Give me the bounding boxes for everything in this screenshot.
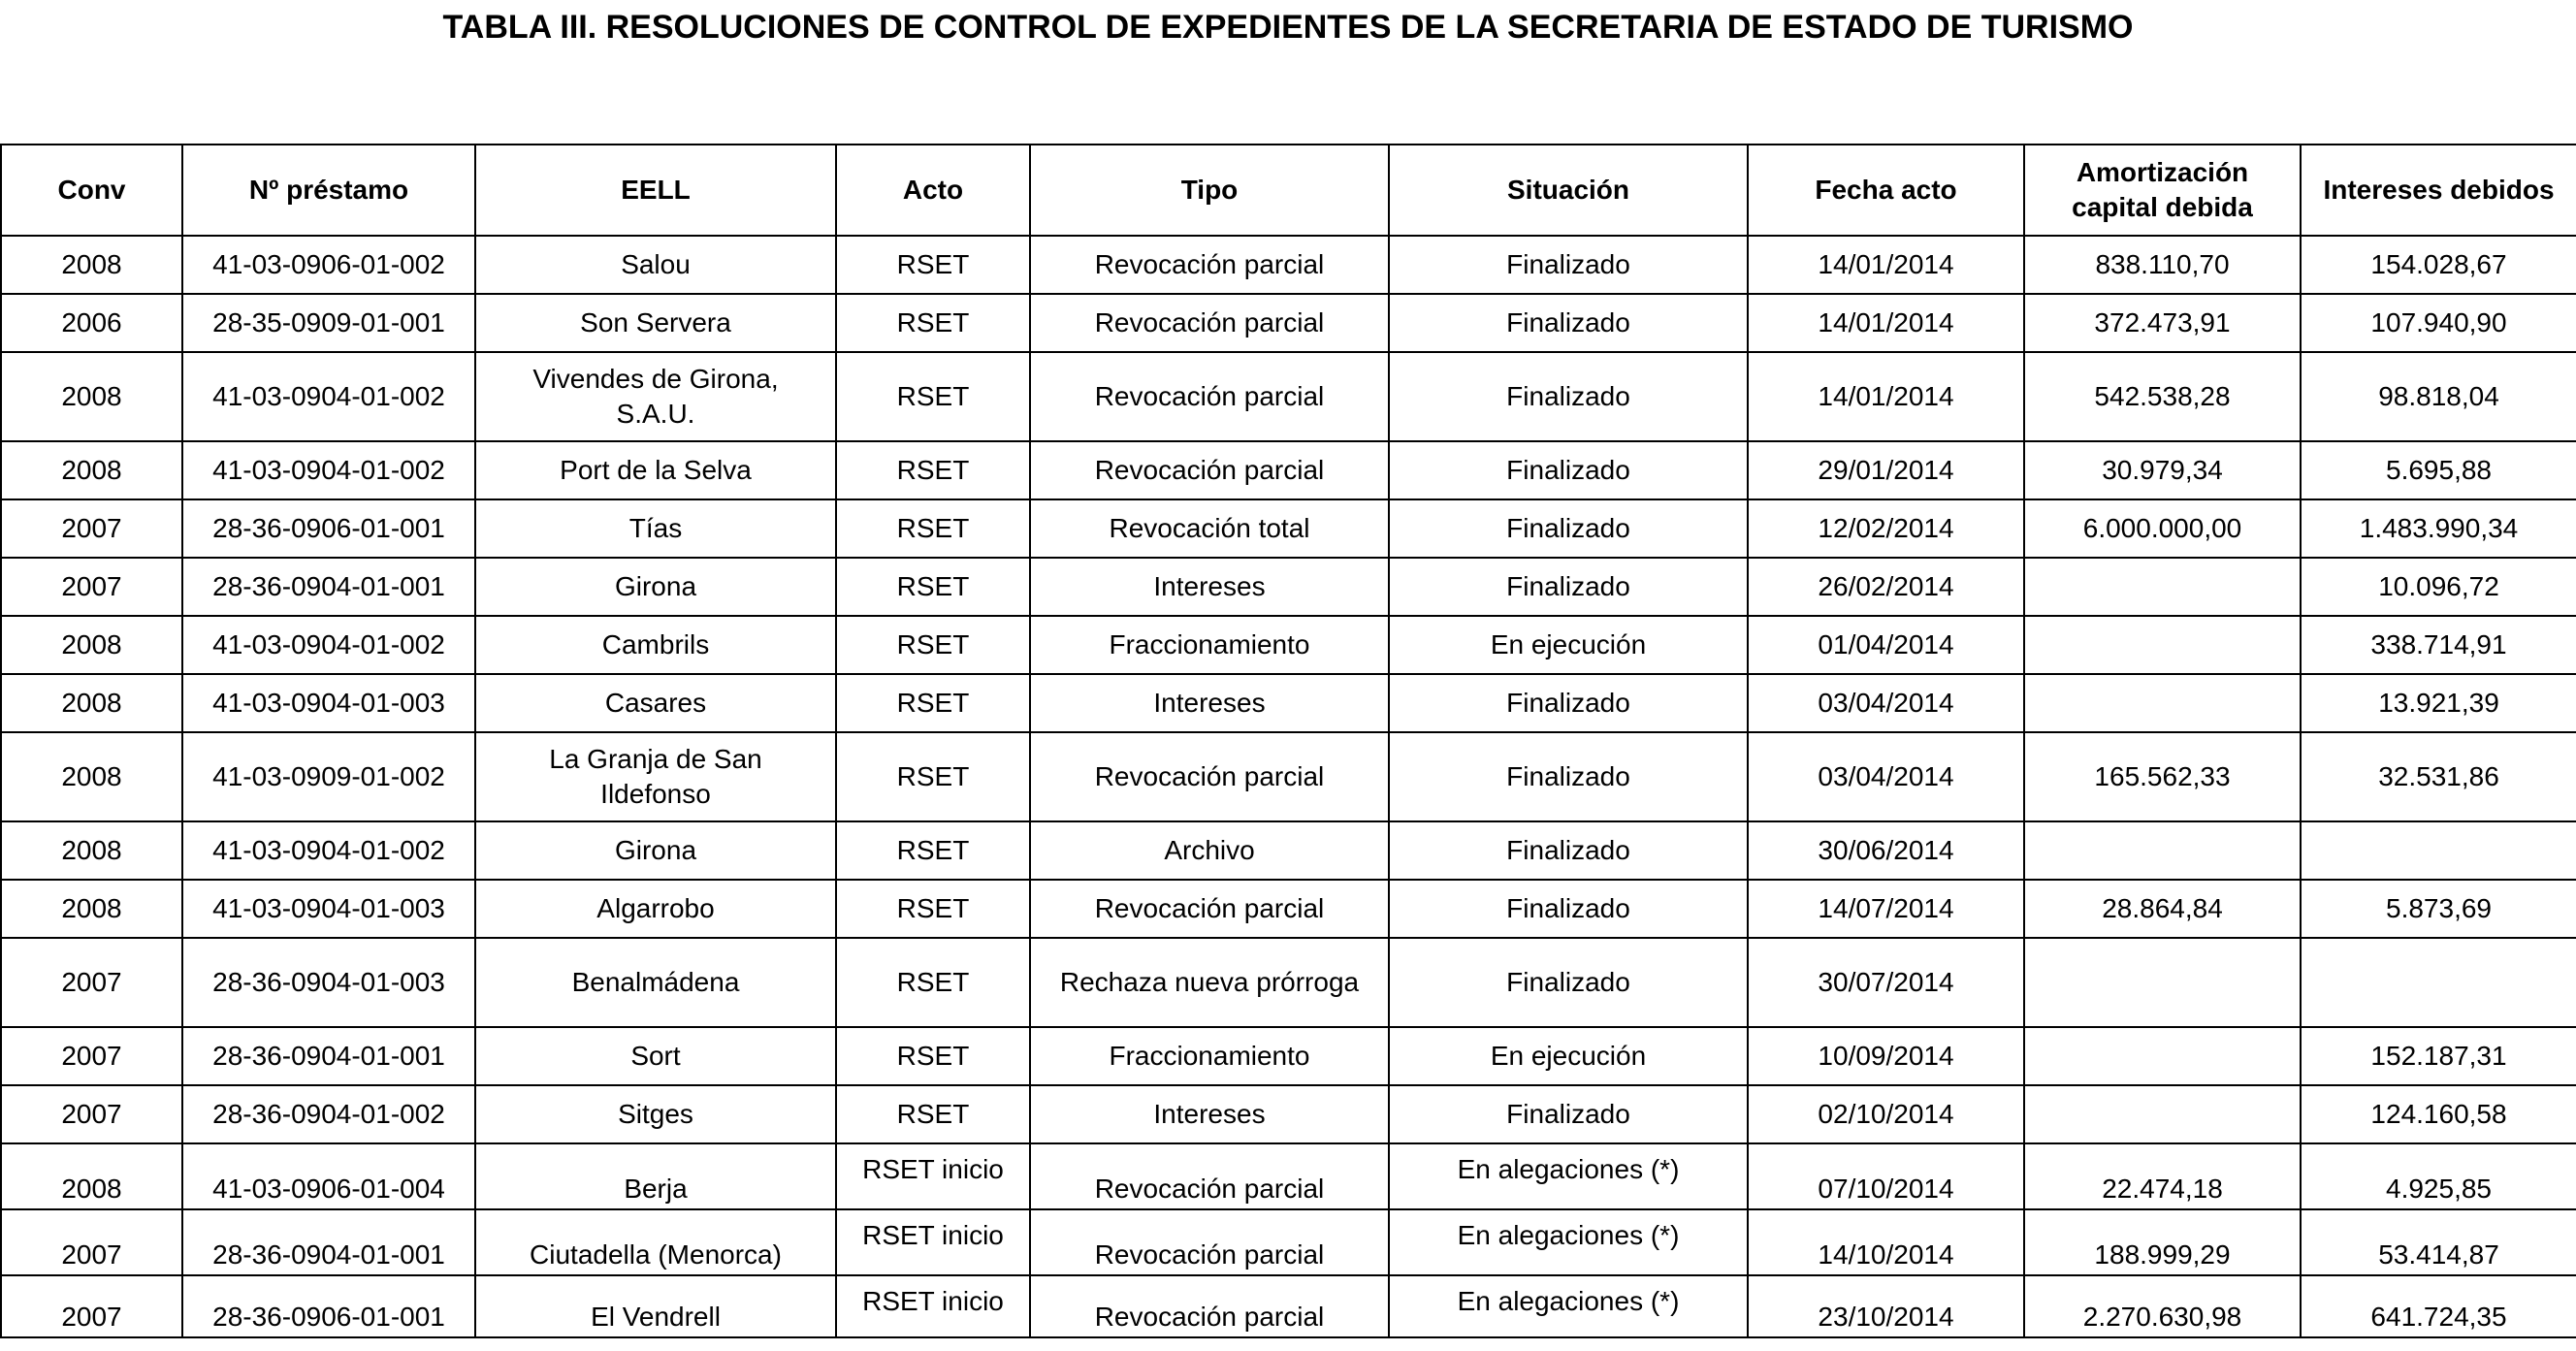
cell-acto: RSET [836, 294, 1030, 352]
table-row [1, 236, 2576, 294]
header-fecha: Fecha acto [1748, 145, 2024, 236]
cell-conv: 2008 [1, 880, 182, 938]
cell-intereses: 107.940,90 [2301, 294, 2576, 352]
cell-acto: RSET [836, 1085, 1030, 1143]
cell-conv: 2008 [1, 236, 182, 294]
cell-conv: 2008 [1, 732, 182, 821]
table-row [1, 1143, 2576, 1209]
cell-intereses: 53.414,87 [2301, 1209, 2576, 1275]
cell-prestamo: 28-36-0904-01-001 [182, 558, 475, 616]
cell-fecha: 14/07/2014 [1748, 880, 2024, 938]
cell-tipo: Revocación parcial [1030, 236, 1389, 294]
cell-intereses: 32.531,86 [2301, 732, 2576, 821]
cell-acto: RSET [836, 938, 1030, 1027]
cell-fecha: 07/10/2014 [1748, 1143, 2024, 1209]
cell-eell: Berja [475, 1143, 836, 1209]
cell-amortizacion [2024, 1027, 2301, 1085]
cell-amortizacion [2024, 821, 2301, 880]
table-row [1, 616, 2576, 674]
cell-intereses: 10.096,72 [2301, 558, 2576, 616]
cell-tipo: Revocación parcial [1030, 441, 1389, 499]
cell-amortizacion [2024, 558, 2301, 616]
cell-eell: Cambrils [475, 616, 836, 674]
cell-prestamo: 41-03-0904-01-003 [182, 880, 475, 938]
cell-prestamo: 28-36-0904-01-003 [182, 938, 475, 1027]
cell-intereses: 5.873,69 [2301, 880, 2576, 938]
table-row [1, 499, 2576, 558]
cell-eell: Son Servera [475, 294, 836, 352]
cell-amortizacion: 188.999,29 [2024, 1209, 2301, 1275]
table-row [1, 441, 2576, 499]
header-amortizacion-line1: Amortización [2076, 157, 2249, 187]
cell-eell: Ciutadella (Menorca) [475, 1209, 836, 1275]
cell-fecha: 02/10/2014 [1748, 1085, 2024, 1143]
table-row [1, 294, 2576, 352]
cell-prestamo: 28-36-0906-01-001 [182, 1275, 475, 1337]
cell-situacion: Finalizado [1389, 880, 1748, 938]
cell-amortizacion [2024, 674, 2301, 732]
cell-eell: Tías [475, 499, 836, 558]
cell-prestamo: 41-03-0909-01-002 [182, 732, 475, 821]
cell-eell: Girona [475, 821, 836, 880]
cell-fecha: 12/02/2014 [1748, 499, 2024, 558]
cell-intereses: 1.483.990,34 [2301, 499, 2576, 558]
cell-tipo: Revocación parcial [1030, 1143, 1389, 1209]
table-row [1, 880, 2576, 938]
cell-acto: RSET [836, 352, 1030, 441]
cell-acto: RSET [836, 236, 1030, 294]
cell-intereses: 98.818,04 [2301, 352, 2576, 441]
cell-tipo: Revocación parcial [1030, 1209, 1389, 1275]
header-amortizacion [2024, 145, 2301, 236]
cell-prestamo: 41-03-0904-01-003 [182, 674, 475, 732]
cell-conv: 2008 [1, 674, 182, 732]
cell-eell: Salou [475, 236, 836, 294]
cell-intereses: 124.160,58 [2301, 1085, 2576, 1143]
cell-eell: Sort [475, 1027, 836, 1085]
cell-acto: RSET [836, 880, 1030, 938]
header-intereses: Intereses debidos [2301, 145, 2576, 236]
cell-prestamo: 28-36-0904-01-001 [182, 1209, 475, 1275]
cell-eell-line1: Vivendes de Girona, [532, 364, 779, 394]
table-row [1, 352, 2576, 441]
cell-acto: RSET [836, 674, 1030, 732]
cell-situacion: Finalizado [1389, 674, 1748, 732]
table-row [1, 558, 2576, 616]
cell-intereses [2301, 938, 2576, 1027]
cell-fecha: 30/06/2014 [1748, 821, 2024, 880]
cell-tipo: Fraccionamiento [1030, 616, 1389, 674]
cell-situacion: Finalizado [1389, 732, 1748, 821]
cell-tipo: Revocación total [1030, 499, 1389, 558]
cell-amortizacion: 22.474,18 [2024, 1143, 2301, 1209]
cell-fecha: 26/02/2014 [1748, 558, 2024, 616]
cell-amortizacion: 2.270.630,98 [2024, 1275, 2301, 1337]
cell-conv: 2007 [1, 1275, 182, 1337]
cell-situacion: En ejecución [1389, 1027, 1748, 1085]
table-row [1, 732, 2576, 821]
cell-fecha: 10/09/2014 [1748, 1027, 2024, 1085]
page-title: TABLA III. RESOLUCIONES DE CONTROL DE EXPEDIENTES DE LA SECRETARIA DE ESTADO DE TURISMO [442, 9, 2134, 46]
cell-tipo: Intereses [1030, 558, 1389, 616]
cell-acto: RSET [836, 441, 1030, 499]
cell-fecha: 23/10/2014 [1748, 1275, 2024, 1337]
cell-situacion: En alegaciones (*) [1389, 1275, 1748, 1337]
cell-eell-line1: La Granja de San [549, 744, 762, 774]
cell-fecha: 29/01/2014 [1748, 441, 2024, 499]
cell-fecha: 30/07/2014 [1748, 938, 2024, 1027]
cell-tipo: Intereses [1030, 674, 1389, 732]
cell-situacion: En alegaciones (*) [1389, 1143, 1748, 1209]
cell-intereses: 13.921,39 [2301, 674, 2576, 732]
cell-eell: El Vendrell [475, 1275, 836, 1337]
cell-conv: 2007 [1, 1027, 182, 1085]
cell-situacion: Finalizado [1389, 821, 1748, 880]
cell-conv: 2007 [1, 938, 182, 1027]
cell-conv: 2008 [1, 441, 182, 499]
cell-acto: RSET [836, 616, 1030, 674]
cell-tipo: Fraccionamiento [1030, 1027, 1389, 1085]
cell-intereses: 152.187,31 [2301, 1027, 2576, 1085]
cell-fecha: 14/01/2014 [1748, 352, 2024, 441]
header-tipo: Tipo [1030, 145, 1389, 236]
cell-amortizacion: 165.562,33 [2024, 732, 2301, 821]
cell-eell-line2: S.A.U. [616, 399, 695, 429]
cell-eell: Port de la Selva [475, 441, 836, 499]
header-acto: Acto [836, 145, 1030, 236]
cell-eell [475, 732, 836, 821]
header-prestamo: Nº préstamo [182, 145, 475, 236]
cell-tipo: Revocación parcial [1030, 732, 1389, 821]
table-row [1, 1209, 2576, 1275]
cell-prestamo: 41-03-0904-01-002 [182, 821, 475, 880]
cell-intereses: 154.028,67 [2301, 236, 2576, 294]
cell-acto: RSET [836, 732, 1030, 821]
cell-situacion: Finalizado [1389, 352, 1748, 441]
cell-prestamo: 28-35-0909-01-001 [182, 294, 475, 352]
table-row [1, 821, 2576, 880]
cell-conv: 2006 [1, 294, 182, 352]
cell-acto: RSET [836, 499, 1030, 558]
cell-acto: RSET [836, 558, 1030, 616]
cell-intereses [2301, 821, 2576, 880]
cell-conv: 2007 [1, 499, 182, 558]
cell-acto: RSET [836, 1027, 1030, 1085]
header-situacion: Situación [1389, 145, 1748, 236]
cell-prestamo: 41-03-0904-01-002 [182, 352, 475, 441]
cell-tipo: Rechaza nueva prórroga [1030, 938, 1389, 1027]
cell-conv: 2008 [1, 352, 182, 441]
cell-situacion: Finalizado [1389, 499, 1748, 558]
cell-prestamo: 41-03-0906-01-004 [182, 1143, 475, 1209]
cell-eell: Casares [475, 674, 836, 732]
table-row [1, 938, 2576, 1027]
cell-fecha: 03/04/2014 [1748, 732, 2024, 821]
cell-intereses: 4.925,85 [2301, 1143, 2576, 1209]
cell-acto: RSET inicio [836, 1275, 1030, 1337]
cell-tipo: Archivo [1030, 821, 1389, 880]
cell-conv: 2008 [1, 1143, 182, 1209]
cell-prestamo: 41-03-0904-01-002 [182, 441, 475, 499]
cell-conv: 2008 [1, 821, 182, 880]
header-conv: Conv [1, 145, 182, 236]
cell-intereses: 338.714,91 [2301, 616, 2576, 674]
header-row [1, 145, 2576, 236]
cell-tipo: Revocación parcial [1030, 352, 1389, 441]
cell-amortizacion [2024, 616, 2301, 674]
cell-eell [475, 352, 836, 441]
cell-conv: 2007 [1, 1085, 182, 1143]
resoluciones-table [0, 144, 2576, 1338]
cell-eell: Girona [475, 558, 836, 616]
cell-prestamo: 41-03-0906-01-002 [182, 236, 475, 294]
cell-tipo: Revocación parcial [1030, 294, 1389, 352]
cell-situacion: Finalizado [1389, 236, 1748, 294]
cell-eell: Benalmádena [475, 938, 836, 1027]
table-row [1, 1275, 2576, 1337]
cell-amortizacion: 30.979,34 [2024, 441, 2301, 499]
cell-amortizacion [2024, 938, 2301, 1027]
cell-fecha: 14/01/2014 [1748, 236, 2024, 294]
cell-acto: RSET [836, 821, 1030, 880]
cell-conv: 2008 [1, 616, 182, 674]
cell-situacion: Finalizado [1389, 294, 1748, 352]
cell-tipo: Revocación parcial [1030, 1275, 1389, 1337]
cell-fecha: 01/04/2014 [1748, 616, 2024, 674]
table-row [1, 1027, 2576, 1085]
cell-tipo: Intereses [1030, 1085, 1389, 1143]
cell-prestamo: 41-03-0904-01-002 [182, 616, 475, 674]
cell-amortizacion: 6.000.000,00 [2024, 499, 2301, 558]
cell-situacion: Finalizado [1389, 1085, 1748, 1143]
cell-prestamo: 28-36-0904-01-002 [182, 1085, 475, 1143]
header-amortizacion-line2: capital debida [2072, 192, 2253, 222]
cell-intereses: 641.724,35 [2301, 1275, 2576, 1337]
cell-situacion: En ejecución [1389, 616, 1748, 674]
cell-situacion: Finalizado [1389, 558, 1748, 616]
cell-prestamo: 28-36-0906-01-001 [182, 499, 475, 558]
cell-situacion: En alegaciones (*) [1389, 1209, 1748, 1275]
cell-eell: Algarrobo [475, 880, 836, 938]
cell-fecha: 03/04/2014 [1748, 674, 2024, 732]
cell-eell: Sitges [475, 1085, 836, 1143]
cell-amortizacion: 838.110,70 [2024, 236, 2301, 294]
cell-fecha: 14/01/2014 [1748, 294, 2024, 352]
cell-intereses: 5.695,88 [2301, 441, 2576, 499]
cell-situacion: Finalizado [1389, 441, 1748, 499]
header-eell: EELL [475, 145, 836, 236]
cell-amortizacion: 28.864,84 [2024, 880, 2301, 938]
cell-acto: RSET inicio [836, 1143, 1030, 1209]
table-row [1, 674, 2576, 732]
cell-eell-line2: Ildefonso [600, 779, 711, 809]
cell-amortizacion [2024, 1085, 2301, 1143]
cell-situacion: Finalizado [1389, 938, 1748, 1027]
cell-conv: 2007 [1, 1209, 182, 1275]
cell-conv: 2007 [1, 558, 182, 616]
cell-acto: RSET inicio [836, 1209, 1030, 1275]
cell-amortizacion: 372.473,91 [2024, 294, 2301, 352]
cell-fecha: 14/10/2014 [1748, 1209, 2024, 1275]
cell-amortizacion: 542.538,28 [2024, 352, 2301, 441]
cell-prestamo: 28-36-0904-01-001 [182, 1027, 475, 1085]
cell-tipo: Revocación parcial [1030, 880, 1389, 938]
table-row [1, 1085, 2576, 1143]
